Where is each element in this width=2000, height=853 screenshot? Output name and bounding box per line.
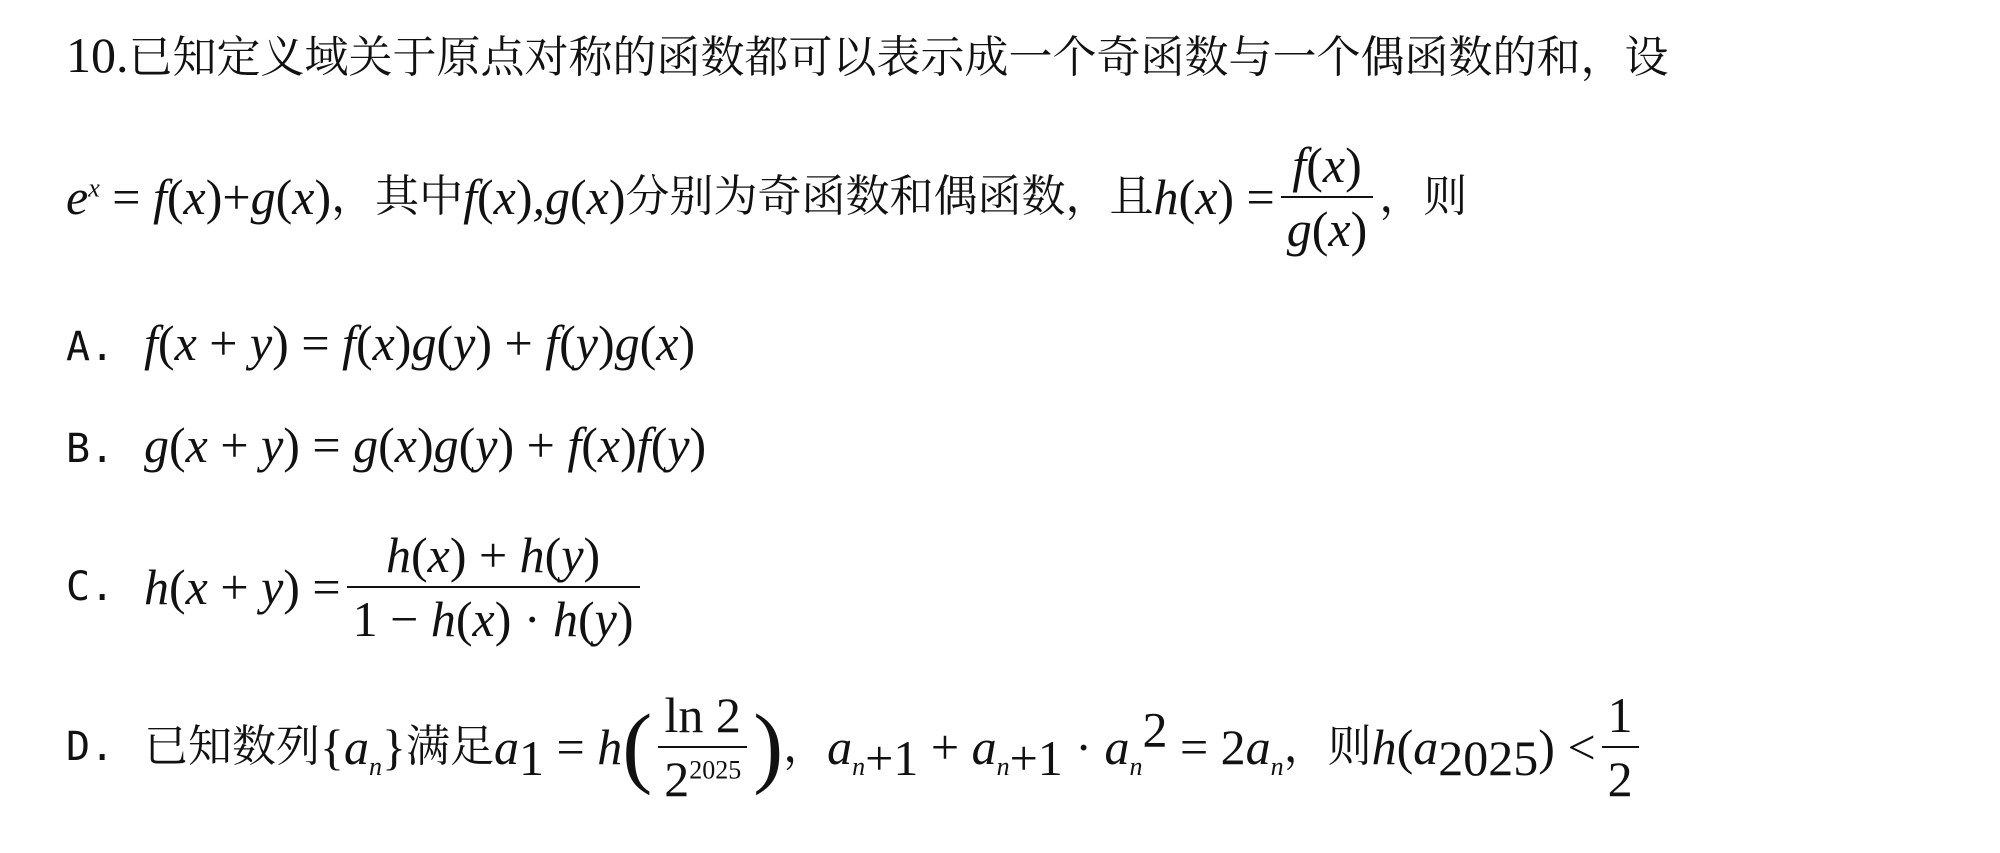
option-d-label: D. — [66, 724, 115, 770]
option-d-inequality: $h(a_{2025})$ < — [1371, 719, 1596, 786]
question-text-1: 已知定义域关于原点对称的函数都可以表示成一个奇函数与一个偶函数的和，设 — [128, 32, 1669, 83]
question-line-1 — [66, 27, 1669, 83]
option-d-text-4: ，则 — [1283, 721, 1372, 772]
option-a-label: A. — [66, 324, 115, 370]
question-text-2c: ，则 — [1379, 171, 1468, 222]
option-c[interactable] — [66, 527, 646, 647]
option-d-ln-fraction: $\frac{\ln 2}{2^{2025}}$ — [658, 690, 747, 804]
option-d-text-2: 满足 — [406, 721, 494, 772]
formula-fg: f(x),g(x) — [463, 169, 626, 225]
question-line-2 — [66, 137, 1468, 257]
option-d-recurrence: $a_{n+1} + a_{n+1} \cdot a_n^2 = 2a_n$ — [827, 701, 1284, 786]
option-a-formula: f(x + y) = f(x)g(y) + f(y)g(x) — [144, 315, 696, 371]
question-number: 10. — [66, 27, 129, 83]
option-d-half: $\frac{1}{2}$ — [1602, 690, 1639, 804]
formula-h-def: h(x) = — [1153, 169, 1275, 225]
formula-ex: $e^x = f(x)+g(x)$ — [66, 169, 332, 225]
option-a[interactable] — [66, 315, 696, 371]
option-b-formula: g(x + y) = g(x)g(y) + f(x)f(y) — [144, 417, 707, 473]
question-text-2b: 分别为奇函数和偶函数，且 — [625, 171, 1154, 222]
option-c-label: C. — [66, 564, 115, 610]
option-b-label: B. — [66, 426, 115, 472]
option-d-text-3: ， — [783, 721, 828, 772]
formula-h-fraction: $\frac{f(x)}{g(x)}$ — [1281, 140, 1374, 254]
option-d-text-1: 已知数列 — [144, 721, 320, 772]
option-d-right-paren: ) — [753, 697, 784, 796]
option-d-a1: $a_1 = h$ — [494, 719, 623, 786]
option-d-left-paren: ( — [622, 697, 653, 796]
option-d[interactable] — [66, 687, 1645, 807]
option-d-sequence: $\{a_n\}$ — [320, 719, 406, 781]
option-c-fraction: $\frac{h(x) + h(y)}{1 - h(x) \cdot h(y)}$ — [347, 530, 640, 644]
option-b[interactable] — [66, 417, 707, 473]
question-text-2a: ，其中 — [331, 171, 464, 222]
option-c-lhs: h(x + y) = — [144, 559, 341, 615]
